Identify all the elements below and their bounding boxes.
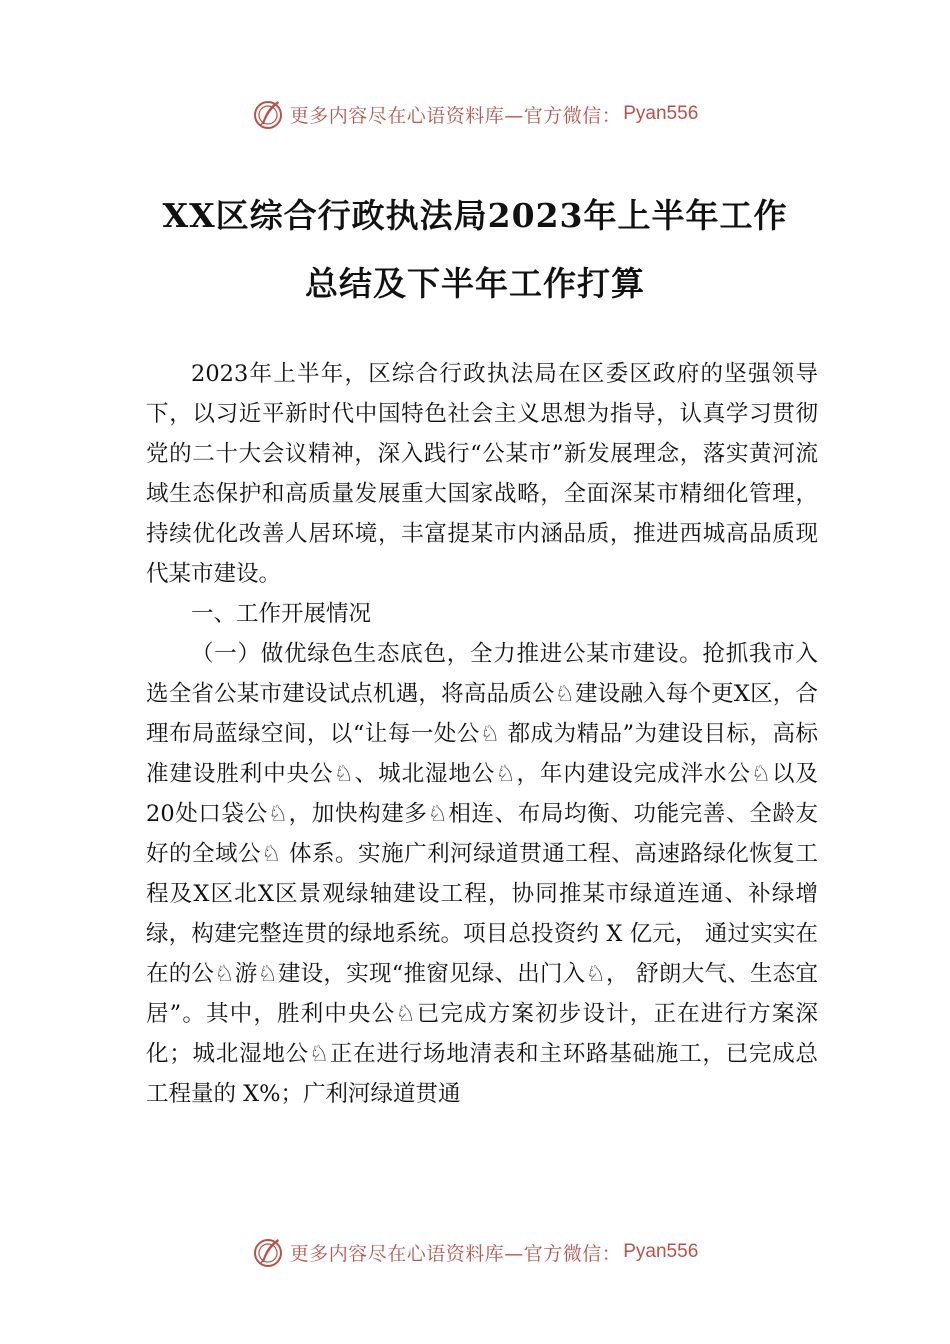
document-body — [146, 354, 818, 1114]
intro-paragraph: 2023年上半年，区综合行政执法局在区委区政府的坚强领导下，以习近平新时代中国特色社会主义思想为指导，认真学习贯彻党的二十大会议精神，深入践行“公某市”新发展理念，落实黄河流域生态保护和高质量发展重大国家战略，全面深某市精细化管理，持续优化改善人居环境，丰富提某市内涵品质，推进西城高品质现代某市建设。 — [146, 361, 818, 587]
watermark-wechat-id: Pyan556 — [623, 103, 699, 124]
watermark-wechat-id: Pyan556 — [623, 1241, 699, 1262]
watermark-header — [0, 94, 950, 134]
quill-logo-icon — [252, 98, 284, 130]
section-heading: 一、工作开展情况 — [191, 601, 372, 627]
document-title-line2: 总结及下半年工作打算 — [305, 264, 645, 303]
section1-paragraph: （一）做优绿色生态底色，全力推进公某市建设。抢抓我市入选全省公某市建设试点机遇，将高品质公♘建设融入每个更Ⅹ区，合理布局蓝绿空间，以“让每一处公♘ 都成为精品”为建设目标，高标准建设胜利中央公♘、城北湿地公♘，年内建设完成泮水公♘以及 20处口袋公♘，加快构建多♘相连、布局均衡、功能完善、全龄友好的全域公♘ 体系。实施广利河绿道贯通工程、高速路绿化恢复工程及Ⅹ区北Ⅹ区景观绿轴建设工程，协同推某市绿道连通、补绿增绿，构建完整连贯的绿地系统。项目总投资约 X 亿元， 通过实实在在的公♘游♘建设，实现“推窗见绿、出门入♘， 舒朗大气、生态宜居”。其中，胜利中央公♘已完成方案初步设计，正在进行方案深化；城北湿地公♘正在进行场地清表和主环路基础施工，已完成总工程量的 X%；广利河绿道贯通 — [146, 641, 818, 1107]
document-title-line1: XX区综合行政执法局2023年上半年工作 — [162, 196, 788, 235]
watermark-text: 更多内容尽在心语资料库—官方微信： — [289, 104, 622, 127]
watermark-footer — [0, 1232, 950, 1272]
quill-logo-icon — [252, 1236, 284, 1268]
watermark-text: 更多内容尽在心语资料库—官方微信： — [289, 1242, 622, 1265]
